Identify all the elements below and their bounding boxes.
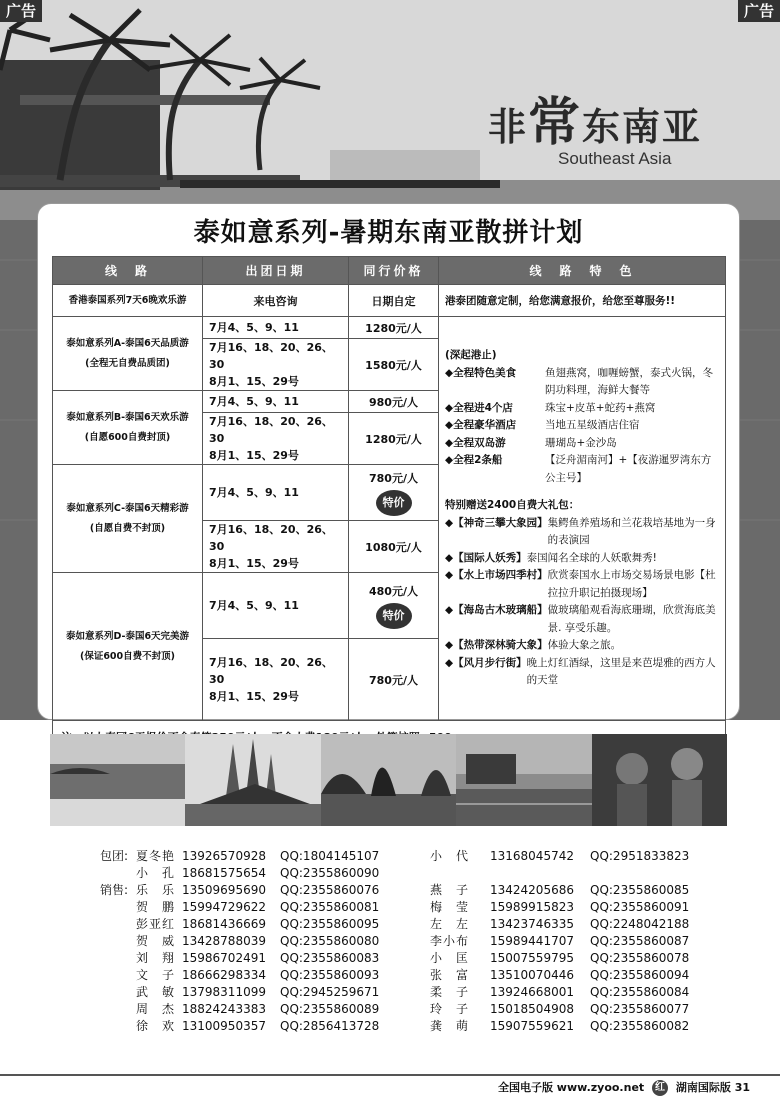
photo-island	[321, 734, 456, 826]
date-cell: 7月16、18、20、26、30 8月1、15、29号	[203, 521, 349, 573]
route-sub: (自愿自费不封顶)	[89, 522, 166, 534]
date-cell: 7月16、18、20、26、30 8月1、15、29号	[203, 413, 349, 465]
page-title: 泰如意系列-暑期东南亚散拼计划	[193, 218, 584, 248]
price-cell: 980元/人	[349, 391, 439, 413]
itinerary-card	[37, 203, 740, 720]
gift-item: ◆【水上市场四季村】 欣赏泰国水上市场交易场景电影【杜拉拉升职记拍摄现场】	[445, 569, 716, 599]
photo-market	[456, 734, 591, 826]
th-price: 同行价格	[349, 257, 439, 285]
table-header-row	[53, 257, 726, 285]
price-cell	[349, 573, 439, 639]
price-cell: 1580元/人	[349, 339, 439, 391]
price-value: 780元/人	[369, 471, 418, 485]
date-cell: 7月4、5、9、11	[203, 317, 349, 339]
contact-row: 徐 欢 13100950357 QQ:2856413728 龚 萌 15907559621 QQ:2355860082	[136, 1019, 690, 1033]
feature-hk: 港泰团随意定制，给您满意报价，给您至尊服务!!	[439, 285, 726, 317]
price-cell: 780元/人	[349, 639, 439, 721]
photo-beach	[50, 734, 185, 826]
photo-temple	[185, 734, 320, 826]
price-cell: 1280元/人	[349, 413, 439, 465]
feature-intro: (深起港止)	[445, 349, 497, 362]
brand-en: Southeast Asia	[558, 149, 672, 168]
photo-statues	[592, 734, 727, 826]
route-cell-c	[53, 465, 203, 573]
contact-row: 文 子 18666298334 QQ:2355860093 张 富 13510070446 QQ:2355860094	[136, 968, 690, 982]
feature-item: ◆全程双岛游 珊瑚岛+金沙岛	[445, 436, 617, 449]
footer-edition: 湖南国际版 31	[675, 1081, 750, 1094]
gift-title: 特别赠送2400自费大礼包：	[445, 499, 580, 512]
price-cell: 1080元/人	[349, 521, 439, 573]
gift-item: ◆【热带深林骑大象】 体验大象之旅。	[445, 639, 622, 652]
page-footer	[0, 1074, 780, 1100]
gift-item: ◆【海岛古木玻璃船】 做玻璃船观看海底珊瑚，欣赏海底美景. 享受乐趣。	[445, 604, 716, 634]
feature-item: ◆全程特色美食 鱼翅燕窝，咖喱螃蟹，泰式火锅，冬阴功料理，海鲜大餐等	[445, 366, 713, 397]
route-name: 泰如意系列D-泰国6天完美游	[65, 630, 190, 642]
route-sub: (自愿600自费封顶)	[84, 431, 171, 443]
th-feature: 线 路 特 色	[439, 257, 726, 285]
contact-row: 贺 威 13428788039 QQ:2355860080 李小布 15989441707 QQ:2355860087	[136, 934, 690, 948]
brand-logo	[488, 80, 728, 169]
gift-item: ◆【神奇三攀大象园】 集鳄鱼养殖场和兰花栽培基地为一身的表演园	[445, 516, 716, 547]
contact-list	[100, 848, 720, 1035]
gift-item: ◆【风月步行街】 晚上灯红酒绿，这里是来芭堤雅的西方人的天堂	[445, 656, 716, 687]
date-cell: 7月4、5、9、11	[203, 573, 349, 639]
ad-tag-left: 广告	[0, 0, 42, 22]
table-row	[53, 317, 726, 339]
ad-tag-right: 广告	[738, 0, 780, 22]
date-cell: 7月4、5、9、11	[203, 391, 349, 413]
date-hk: 来电咨询	[203, 285, 349, 317]
contact-row: 武 敏 13798311099 QQ:2945259671 柔 子 13924668001 QQ:2355860084	[136, 985, 690, 999]
footer-badge-icon: 红	[652, 1080, 668, 1096]
route-name: 泰如意系列B-泰国6天欢乐游	[66, 411, 189, 423]
th-route: 线 路	[53, 257, 203, 285]
contact-row: 刘 翔 15986702491 QQ:2355860083 小 匡 15007559795 QQ:2355860078	[136, 951, 690, 965]
contact-row: 小 孔 18681575654 QQ:2355860090	[136, 866, 380, 880]
route-sub: (保证600自费不封顶)	[79, 650, 175, 662]
date-cell: 7月4、5、9、11	[203, 465, 349, 521]
contact-row: 销售: 乐 乐 13509695690 QQ:2355860076 燕 子 13424205686 QQ:2355860085	[100, 883, 690, 897]
route-name: 泰如意系列C-泰国6天精彩游	[66, 502, 189, 514]
price-hk: 日期自定	[349, 285, 439, 317]
feature-item: ◆全程进4个店 珠宝+皮革+蛇药+燕窝	[445, 401, 656, 414]
route-cell-d	[53, 573, 203, 721]
gift-item: ◆【国际人妖秀】 泰国闻名全球的人妖歌舞秀!	[445, 551, 657, 564]
contact-row: 贺 鹏 15994729622 QQ:2355860081 梅 莹 15989915823 QQ:2355860091	[136, 900, 690, 914]
footer-site: 全国电子版 www.zyoo.net	[497, 1081, 645, 1094]
special-price-badge: 特价	[376, 603, 412, 629]
photo-strip	[50, 734, 727, 826]
route-hk: 香港泰国系列7天6晚欢乐游	[53, 285, 203, 317]
th-date: 出团日期	[203, 257, 349, 285]
route-sub: (全程无自费品质团)	[85, 357, 170, 369]
table-row-hk	[53, 285, 726, 317]
feature-item: ◆全程2条船 【泛舟湄南河】+【夜游暹罗湾东方公主号】	[445, 454, 712, 484]
price-cell: 1280元/人	[349, 317, 439, 339]
contact-row: 彭亚红 18681436669 QQ:2355860095 左 左 13423746335 QQ:2248042188	[136, 917, 690, 931]
special-price-badge: 特价	[376, 490, 412, 516]
plan-table	[52, 256, 726, 754]
route-cell-a	[53, 317, 203, 391]
date-cell: 7月16、18、20、26、30 8月1、15、29号	[203, 639, 349, 721]
brand-cn: 非常东南亚	[488, 92, 703, 153]
contact-row: 周 杰 18824243383 QQ:2355860089 玲 子 15018504908 QQ:2355860077	[136, 1002, 690, 1016]
route-cell-b	[53, 391, 203, 465]
feature-item: ◆全程豪华酒店 当地五星级酒店住宿	[445, 419, 640, 432]
date-cell: 7月16、18、20、26、30 8月1、15、29号	[203, 339, 349, 391]
route-name: 泰如意系列A-泰国6天品质游	[66, 337, 189, 349]
price-cell	[349, 465, 439, 521]
feature-cell	[439, 317, 726, 721]
price-value: 480元/人	[369, 584, 418, 598]
contact-row: 包团: 夏冬艳 13926570928 QQ:1804145107 小 代 13168045742 QQ:2951833823	[100, 849, 690, 863]
